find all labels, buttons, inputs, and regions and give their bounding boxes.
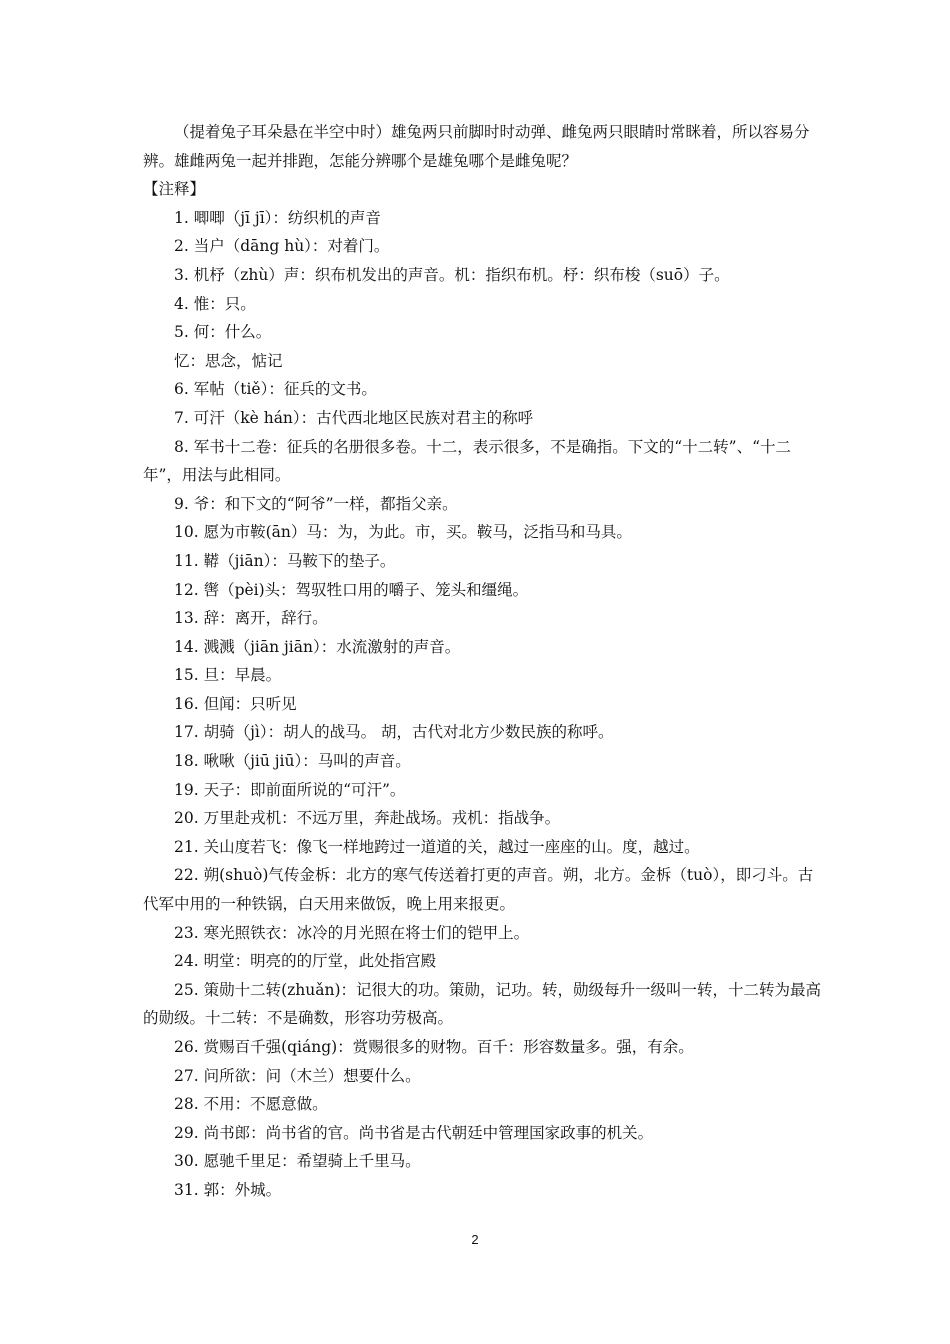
note-item: 12. 辔（pèi)头：驾驭牲口用的嚼子、笼头和缰绳。 [174, 580, 529, 599]
page-number: 2 [471, 1232, 479, 1247]
note-item: 2. 当户（dāng hù）：对着门。 [174, 237, 390, 256]
note-item: 25. 策勋十二转(zhuǎn)：记很大的功。策勋，记功。转，勋级每升一级叫一转，十二转为最高的勋级。十二转：不是确数，形容功劳极高。 [143, 980, 822, 1028]
text-body [143, 118, 823, 1205]
note-item: 15. 旦：早晨。 [174, 666, 282, 685]
note-item: 27. 问所欲：问（木兰）想要什么。 [174, 1066, 421, 1085]
note-item: 9. 爷：和下文的“阿爷”一样，都指父亲。 [174, 494, 458, 513]
notes-heading: 【注释】 [143, 180, 206, 199]
note-item: 24. 明堂：明亮的的厅堂，此处指宫殿 [174, 952, 437, 971]
note-item: 19. 天子：即前面所说的“可汗”。 [174, 780, 406, 799]
note-item: 26. 赏赐百千强(qiáng)：赏赐很多的财物。百千：形容数量多。强，有余。 [174, 1038, 694, 1056]
note-item: 31. 郭：外城。 [174, 1180, 282, 1199]
notes-list [143, 204, 823, 1205]
note-item: 3. 机杼（zhù）声：织布机发出的声音。机：指织布机。杼：织布梭（suō）子。 [174, 265, 730, 284]
note-item: 21. 关山度若飞：像飞一样地跨过一道道的关，越过一座座的山。度，越过。 [174, 837, 700, 856]
note-item: 8. 军书十二卷：征兵的名册很多卷。十二，表示很多，不是确指。下文的“十二转”、“十二年”，用法与此相同。 [143, 437, 791, 485]
note-item: 14. 溅溅（jiān jiān）：水流激射的声音。 [174, 637, 461, 656]
note-item: 23. 寒光照铁衣：冰冷的月光照在将士们的铠甲上。 [174, 923, 530, 942]
note-item: 5. 何：什么。 [174, 323, 272, 342]
note-item: 10. 愿为市鞍(ān）马：为，为此。市，买。鞍马，泛指马和马具。 [174, 523, 632, 542]
note-item: 17. 胡骑（jì）：胡人的战马。 胡，古代对北方少数民族的称呼。 [174, 723, 614, 742]
note-item: 30. 愿驰千里足：希望骑上千里马。 [174, 1152, 421, 1171]
note-item: 28. 不用：不愿意做。 [174, 1095, 328, 1114]
note-item: 忆：思念，惦记 [174, 351, 283, 370]
note-item: 11. 鞯（jiān）：马鞍下的垫子。 [174, 551, 396, 570]
note-item: 20. 万里赴戎机：不远万里，奔赴战场。戎机：指战争。 [174, 809, 561, 828]
note-item: 13. 辞：离开，辞行。 [174, 609, 328, 628]
note-item: 7. 可汗（kè hán）：古代西北地区民族对君主的称呼 [174, 408, 534, 427]
note-item: 29. 尚书郎：尚书省的官。尚书省是古代朝廷中管理国家政事的机关。 [174, 1123, 654, 1142]
note-item: 16. 但闻：只听见 [174, 694, 297, 713]
note-item: 22. 朔(shuò)气传金柝：北方的寒气传送着打更的声音。朔，北方。金柝（tuò），即刁斗。古代军中用的一种铁锅，白天用来做饭，晚上用来报更。 [143, 866, 814, 914]
note-item: 4. 惟：只。 [174, 294, 256, 313]
note-item: 18. 啾啾（jiū jiū）：马叫的声音。 [174, 752, 411, 771]
note-item: 6. 军帖（tiě）：征兵的文书。 [174, 380, 377, 399]
note-item: 1. 唧唧（jī jī）：纺织机的声音 [174, 208, 381, 227]
intro-paragraph: （提着兔子耳朵悬在半空中时）雄兔两只前脚时时动弹、雌兔两只眼睛时常眯着，所以容易分辨。雄雌两兔一起并排跑，怎能分辨哪个是雄兔哪个是雌兔呢？ [143, 123, 810, 170]
